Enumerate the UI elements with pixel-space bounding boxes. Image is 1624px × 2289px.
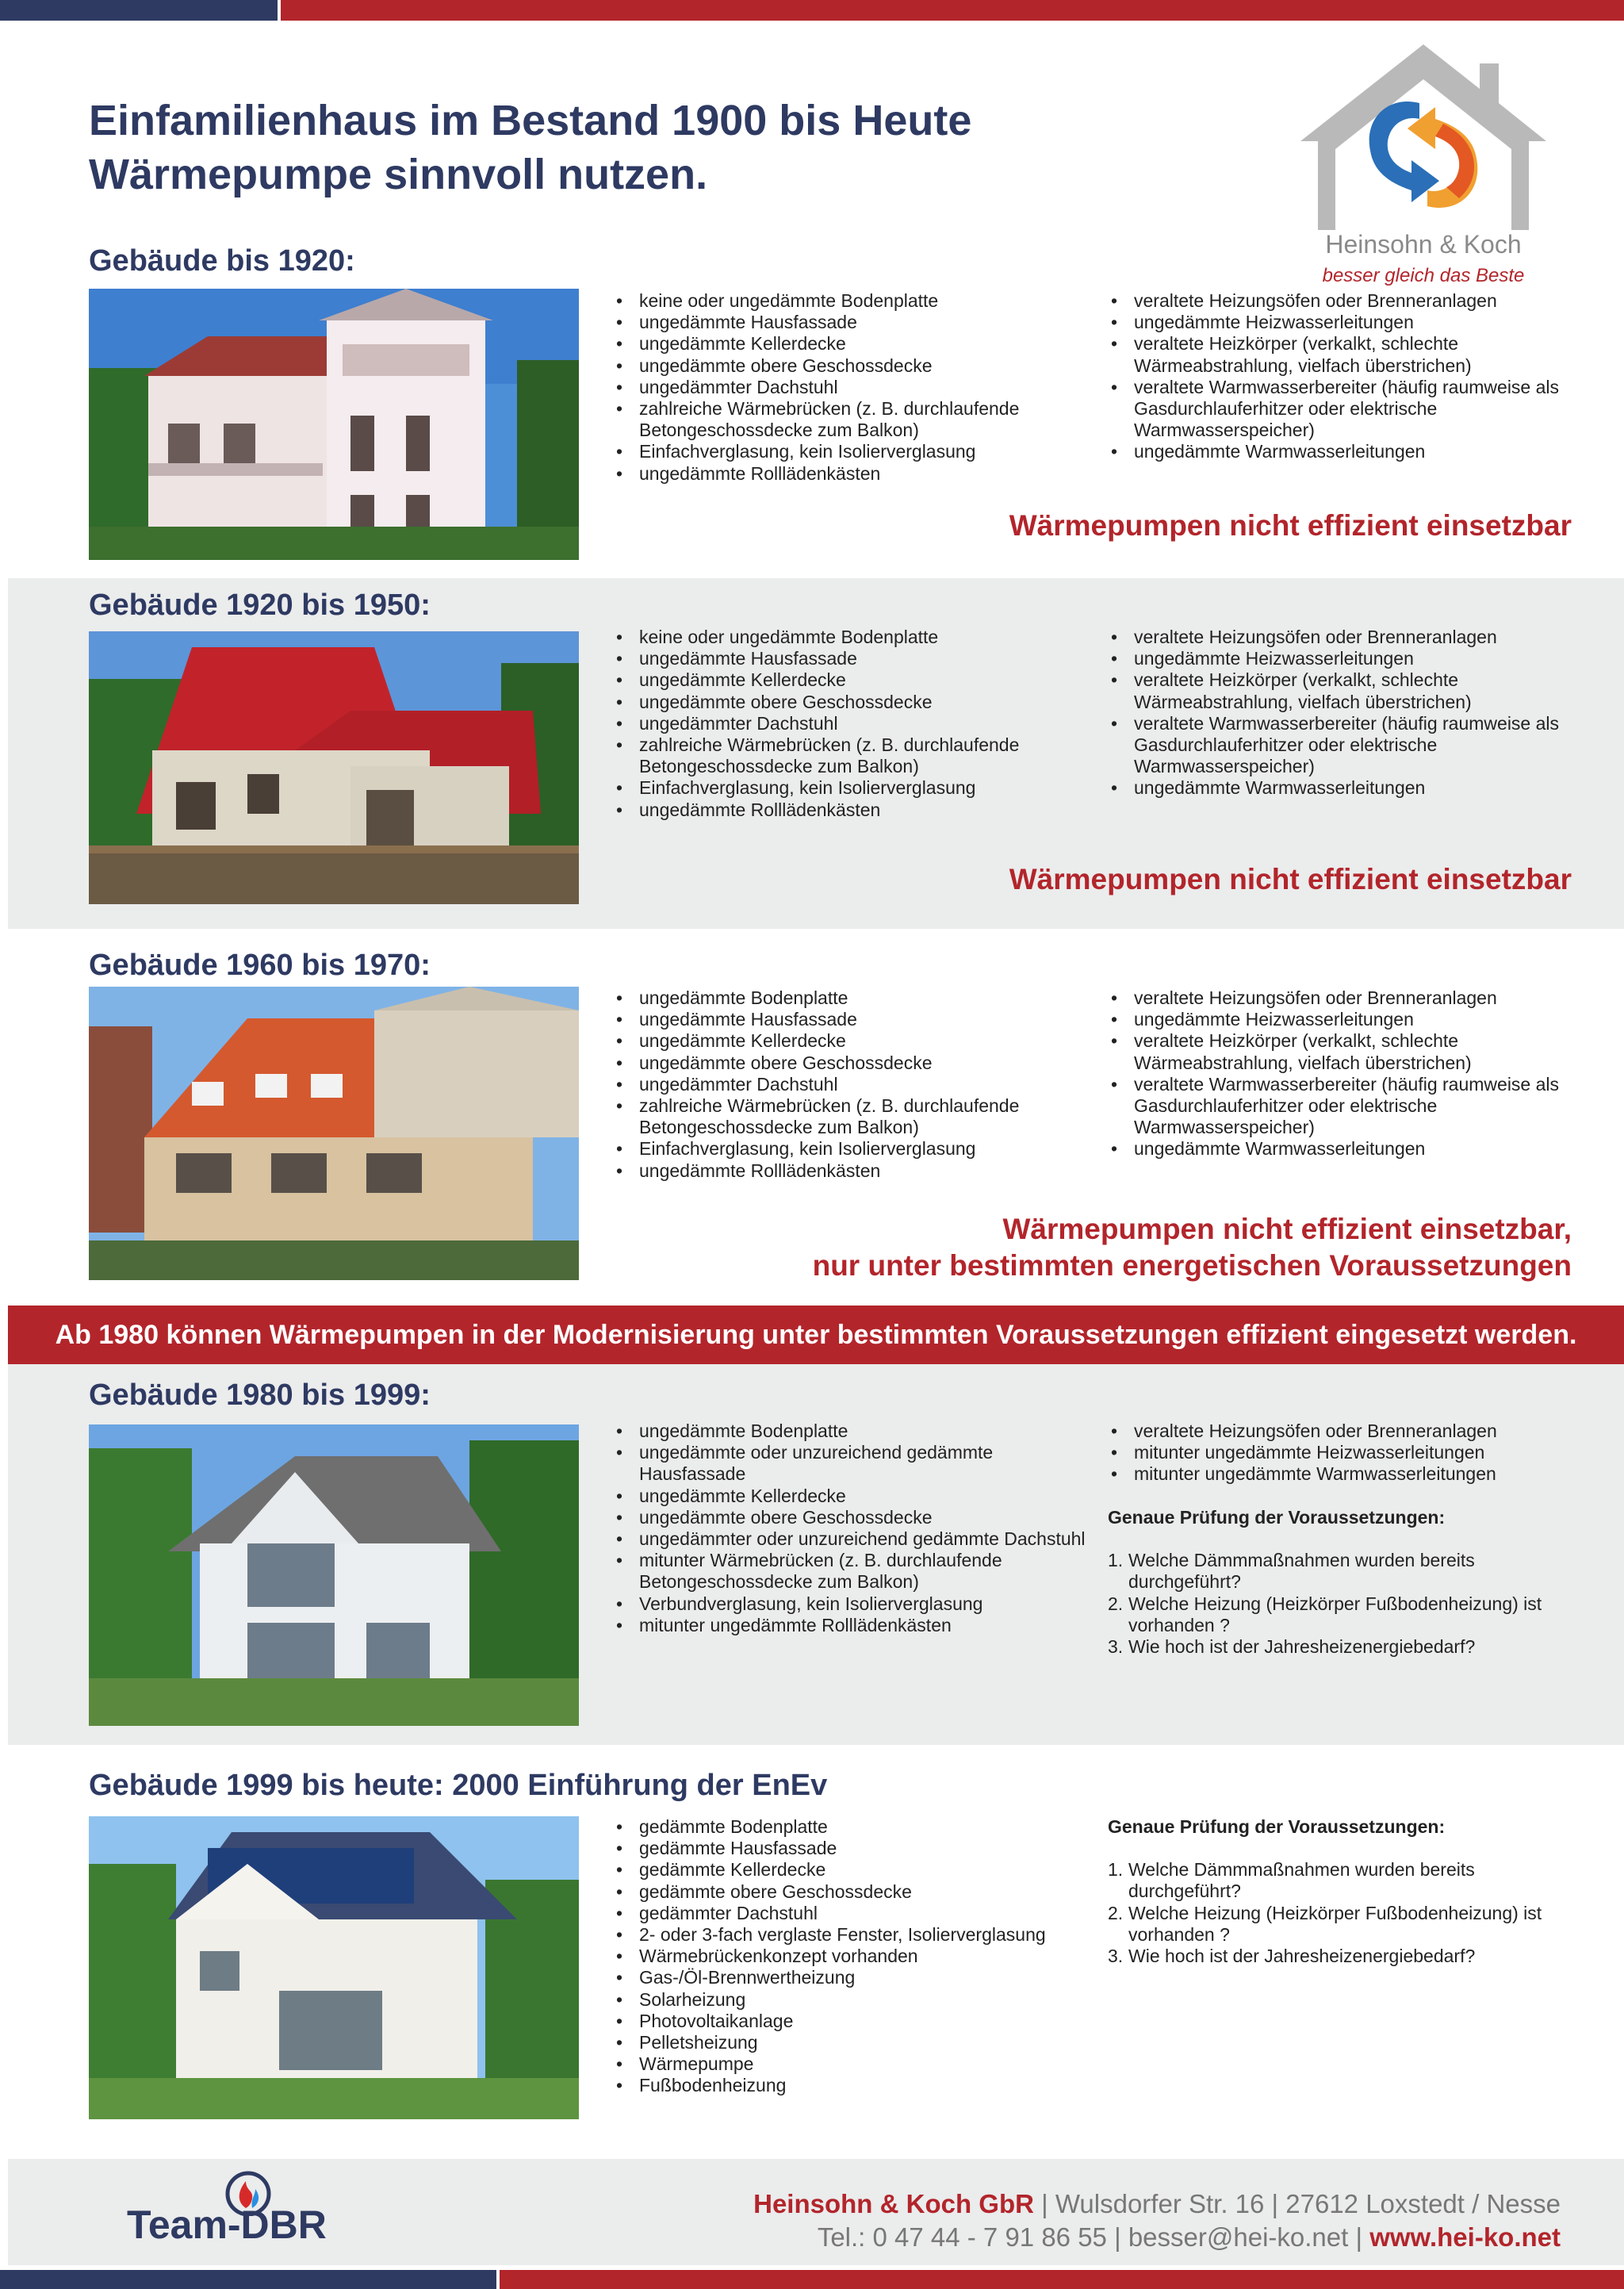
- list-item: • Einfachverglasung, kein Isolierverglasung: [613, 441, 1089, 462]
- list-item: • veraltete Heizkörper (verkalkt, schlechte Wärmeabstrahlung, vielfach überstrichen): [1108, 669, 1584, 712]
- list-item: • veraltete Heizkörper (verkalkt, schlechte Wärmeabstrahlung, vielfach überstrichen): [1108, 333, 1584, 376]
- list-item: • mitunter Wärmebrücken (z. B. durchlaufende Betongeschossdecke zum Balkon): [613, 1550, 1089, 1593]
- list-item: • ungedämmter Dachstuhl: [613, 1074, 1089, 1095]
- list-item: • Wärmebrückenkonzept vorhanden: [613, 1946, 1089, 1967]
- list-item: • 2- oder 3-fach verglaste Fenster, Isolierverglasung: [613, 1924, 1089, 1946]
- list-item: • ungedämmte Rolllädenkästen: [613, 1160, 1089, 1182]
- check-title: Genaue Prüfung der Voraussetzungen:: [1108, 1507, 1446, 1528]
- list-item: • ungedämmte Hausfassade: [613, 1009, 1089, 1030]
- footer-website-link[interactable]: www.hei-ko.net: [1369, 2222, 1561, 2252]
- footer-address-line: [753, 2189, 1561, 2219]
- list-item: • ungedämmte oder unzureichend gedämmte Hausfassade: [613, 1442, 1089, 1485]
- list-item: • ungedämmte Heizwasserleitungen: [1108, 1009, 1584, 1030]
- section-title-1920-1950: Gebäude 1920 bis 1950:: [89, 589, 431, 622]
- section-title-bis-1920: Gebäude bis 1920:: [89, 244, 355, 278]
- check-item-number: 3.: [1108, 1636, 1124, 1658]
- list-item: • ungedämmte Warmwasserleitungen: [1108, 441, 1584, 462]
- list-item: • veraltete Heizungsöfen oder Brenneranlagen: [1108, 627, 1584, 648]
- list-item: • gedämmte Hausfassade: [613, 1838, 1089, 1859]
- list-item: • ungedämmte Rolllädenkästen: [613, 463, 1089, 485]
- title-line-2: Wärmepumpe sinnvoll nutzen.: [89, 151, 708, 198]
- section-title-1960-1970: Gebäude 1960 bis 1970:: [89, 949, 431, 982]
- check-item-text: Wie hoch ist der Jahresheizenergiebedarf?: [1128, 1636, 1476, 1658]
- check-item: [1108, 1903, 1584, 1946]
- list-item: • zahlreiche Wärmebrücken (z. B. durchlaufende Betongeschossdecke zum Balkon): [613, 1095, 1089, 1138]
- check-item: [1108, 1859, 1584, 1902]
- list-item: • Verbundverglasung, kein Isolierverglasung: [613, 1593, 1089, 1615]
- red-notice-text: Ab 1980 können Wärmepumpen in der Modernisierung unter bestimmten Voraussetzungen effizient eingesetzt werden.: [55, 1320, 1577, 1350]
- check-item: [1108, 1636, 1584, 1658]
- list-item: • veraltete Heizungsöfen oder Brenneranlagen: [1108, 1421, 1584, 1442]
- list-item: • ungedämmter Dachstuhl: [613, 713, 1089, 734]
- section-title-1999-heute: Gebäude 1999 bis heute: 2000 Einführung der EnEv: [89, 1769, 828, 1802]
- features-list-1999-heute: [613, 1816, 1089, 2097]
- verdict-1920-1950: Wärmepumpen nicht effizient einsetzbar: [1009, 863, 1572, 895]
- list-item: • mitunter ungedämmte Rolllädenkästen: [613, 1615, 1089, 1636]
- list-item: • veraltete Warmwasserbereiter (häufig raumweise als Gasdurchlauferhitzer oder elektrische Warmwasserspeicher): [1108, 377, 1584, 442]
- list-item: • ungedämmte Hausfassade: [613, 648, 1089, 669]
- check-item-number: 1.: [1108, 1859, 1124, 1881]
- bottom-accent-bar-blue: [0, 2270, 496, 2289]
- list-item: • veraltete Warmwasserbereiter (häufig raumweise als Gasdurchlauferhitzer oder elektrische Warmwasserspeicher): [1108, 713, 1584, 778]
- check-item: [1108, 1593, 1584, 1636]
- footer-company: Heinsohn & Koch GbR: [753, 2189, 1034, 2218]
- logo-company-name: Heinsohn & Koch: [1325, 230, 1522, 259]
- list-item: • Pelletsheizung: [613, 2032, 1089, 2053]
- house-photo-1999-heute: [89, 1816, 579, 2119]
- list-item: • Gas-/Öl-Brennwertheizung: [613, 1967, 1089, 1988]
- check-item-text: Wie hoch ist der Jahresheizenergiebedarf?: [1128, 1946, 1476, 1967]
- list-item: • ungedämmte obere Geschossdecke: [613, 692, 1089, 713]
- check-item-text: Welche Dämmmaßnahmen wurden bereits durchgeführt?: [1128, 1859, 1475, 1902]
- list-item: • ungedämmte Warmwasserleitungen: [1108, 777, 1584, 799]
- list-item: • gedämmte obere Geschossdecke: [613, 1881, 1089, 1903]
- check-item-number: 2.: [1108, 1593, 1124, 1614]
- check-item: [1108, 1946, 1584, 1967]
- list-item: • ungedämmte Kellerdecke: [613, 669, 1089, 691]
- list-item: • veraltete Heizkörper (verkalkt, schlechte Wärmeabstrahlung, vielfach überstrichen): [1108, 1030, 1584, 1073]
- list-item: • Einfachverglasung, kein Isolierverglasung: [613, 1138, 1089, 1160]
- list-item: • veraltete Heizungsöfen oder Brenneranlagen: [1108, 987, 1584, 1009]
- list-item: • ungedämmte obere Geschossdecke: [613, 355, 1089, 377]
- team-dbr-logo-text: Team-DBR: [127, 2203, 327, 2247]
- list-item: • ungedämmte Warmwasserleitungen: [1108, 1138, 1584, 1160]
- list-item: • Einfachverglasung, kein Isolierverglasung: [613, 777, 1089, 799]
- check-box-1980-1999: [1108, 1507, 1584, 1658]
- top-accent-bar-red: [281, 0, 1624, 21]
- check-item-text: Welche Dämmmaßnahmen wurden bereits durchgeführt?: [1128, 1550, 1475, 1593]
- verdict-1960-1970-line-2: nur unter bestimmten energetischen Voraussetzungen: [812, 1249, 1572, 1282]
- deficits-list-1960-1970: [613, 987, 1089, 1182]
- list-item: • gedämmter Dachstuhl: [613, 1903, 1089, 1924]
- list-item: • ungedämmte Kellerdecke: [613, 1486, 1089, 1507]
- list-item: • ungedämmte Heizwasserleitungen: [1108, 312, 1584, 333]
- list-item: • zahlreiche Wärmebrücken (z. B. durchlaufende Betongeschossdecke zum Balkon): [613, 398, 1089, 441]
- footer-phone-email: Tel.: 0 47 44 - 7 91 86 55 | besser@hei-ko.net |: [817, 2222, 1370, 2252]
- verdict-bis-1920: Wärmepumpen nicht effizient einsetzbar: [1009, 509, 1572, 542]
- list-item: • mitunter ungedämmte Warmwasserleitungen: [1108, 1463, 1584, 1485]
- footer-address: | Wulsdorfer Str. 16 | 27612 Loxstedt / Nesse: [1033, 2189, 1561, 2218]
- deficits-list-1980-1999: [613, 1421, 1089, 1636]
- list-item: • keine oder ungedämmte Bodenplatte: [613, 627, 1089, 648]
- check-list: [1108, 1550, 1584, 1658]
- list-item: • Fußbodenheizung: [613, 2075, 1089, 2096]
- footer-contact-line: [818, 2222, 1561, 2253]
- list-item: • ungedämmte Heizwasserleitungen: [1108, 648, 1584, 669]
- list-item: • ungedämmte Kellerdecke: [613, 333, 1089, 355]
- logo-slogan: besser gleich das Beste: [1322, 265, 1525, 286]
- check-item-number: 1.: [1108, 1550, 1124, 1571]
- page-title: [89, 94, 971, 201]
- check-item-text: Welche Heizung (Heizkörper Fußbodenheizung) ist vorhanden ?: [1128, 1902, 1542, 1945]
- check-box-1999-heute: [1108, 1816, 1584, 1967]
- list-item: • Wärmepumpe: [613, 2053, 1089, 2075]
- check-item: [1108, 1550, 1584, 1593]
- list-item: • keine oder ungedämmte Bodenplatte: [613, 290, 1089, 312]
- title-line-1: Einfamilienhaus im Bestand 1900 bis Heute: [89, 97, 972, 144]
- check-item-number: 2.: [1108, 1902, 1124, 1923]
- heating-list-bis-1920: [1108, 290, 1584, 463]
- list-item: • zahlreiche Wärmebrücken (z. B. durchlaufende Betongeschossdecke zum Balkon): [613, 734, 1089, 777]
- deficits-list-bis-1920: [613, 290, 1089, 485]
- top-accent-bar-blue: [0, 0, 278, 21]
- list-item: • ungedämmte obere Geschossdecke: [613, 1052, 1089, 1074]
- house-photo-1920-1950: [89, 631, 579, 904]
- list-item: • ungedämmte Rolllädenkästen: [613, 799, 1089, 821]
- list-item: • Solarheizung: [613, 1989, 1089, 2011]
- verdict-1960-1970: [813, 1211, 1572, 1284]
- bottom-accent-bar-red: [500, 2270, 1624, 2289]
- section-title-1980-1999: Gebäude 1980 bis 1999:: [89, 1378, 431, 1412]
- list-item: • ungedämmter Dachstuhl: [613, 377, 1089, 398]
- heating-list-1960-1970: [1108, 987, 1584, 1160]
- check-list: [1108, 1859, 1584, 1967]
- check-title: Genaue Prüfung der Voraussetzungen:: [1108, 1816, 1446, 1837]
- heating-list-1980-1999: [1108, 1421, 1584, 1486]
- check-item-text: Welche Heizung (Heizkörper Fußbodenheizung) ist vorhanden ?: [1128, 1593, 1542, 1635]
- house-photo-1960-1970: [89, 987, 579, 1280]
- list-item: • ungedämmter oder unzureichend gedämmte Dachstuhl: [613, 1528, 1089, 1550]
- list-item: • Photovoltaikanlage: [613, 2011, 1089, 2032]
- deficits-list-1920-1950: [613, 627, 1089, 821]
- list-item: • ungedämmte Kellerdecke: [613, 1030, 1089, 1052]
- list-item: • ungedämmte Bodenplatte: [613, 1421, 1089, 1442]
- verdict-1960-1970-line-1: Wärmepumpen nicht effizient einsetzbar,: [1002, 1213, 1572, 1245]
- list-item: • mitunter ungedämmte Heizwasserleitungen: [1108, 1442, 1584, 1463]
- list-item: • gedämmte Kellerdecke: [613, 1859, 1089, 1881]
- list-item: • gedämmte Bodenplatte: [613, 1816, 1089, 1838]
- list-item: • veraltete Heizungsöfen oder Brenneranlagen: [1108, 290, 1584, 312]
- check-item-number: 3.: [1108, 1946, 1124, 1967]
- list-item: • veraltete Warmwasserbereiter (häufig raumweise als Gasdurchlauferhitzer oder elektrische Warmwasserspeicher): [1108, 1074, 1584, 1139]
- house-photo-bis-1920: [89, 289, 579, 560]
- list-item: • ungedämmte Bodenplatte: [613, 987, 1089, 1009]
- house-photo-1980-1999: [89, 1424, 579, 1726]
- list-item: • ungedämmte Hausfassade: [613, 312, 1089, 333]
- list-item: • ungedämmte obere Geschossdecke: [613, 1507, 1089, 1528]
- heating-list-1920-1950: [1108, 627, 1584, 799]
